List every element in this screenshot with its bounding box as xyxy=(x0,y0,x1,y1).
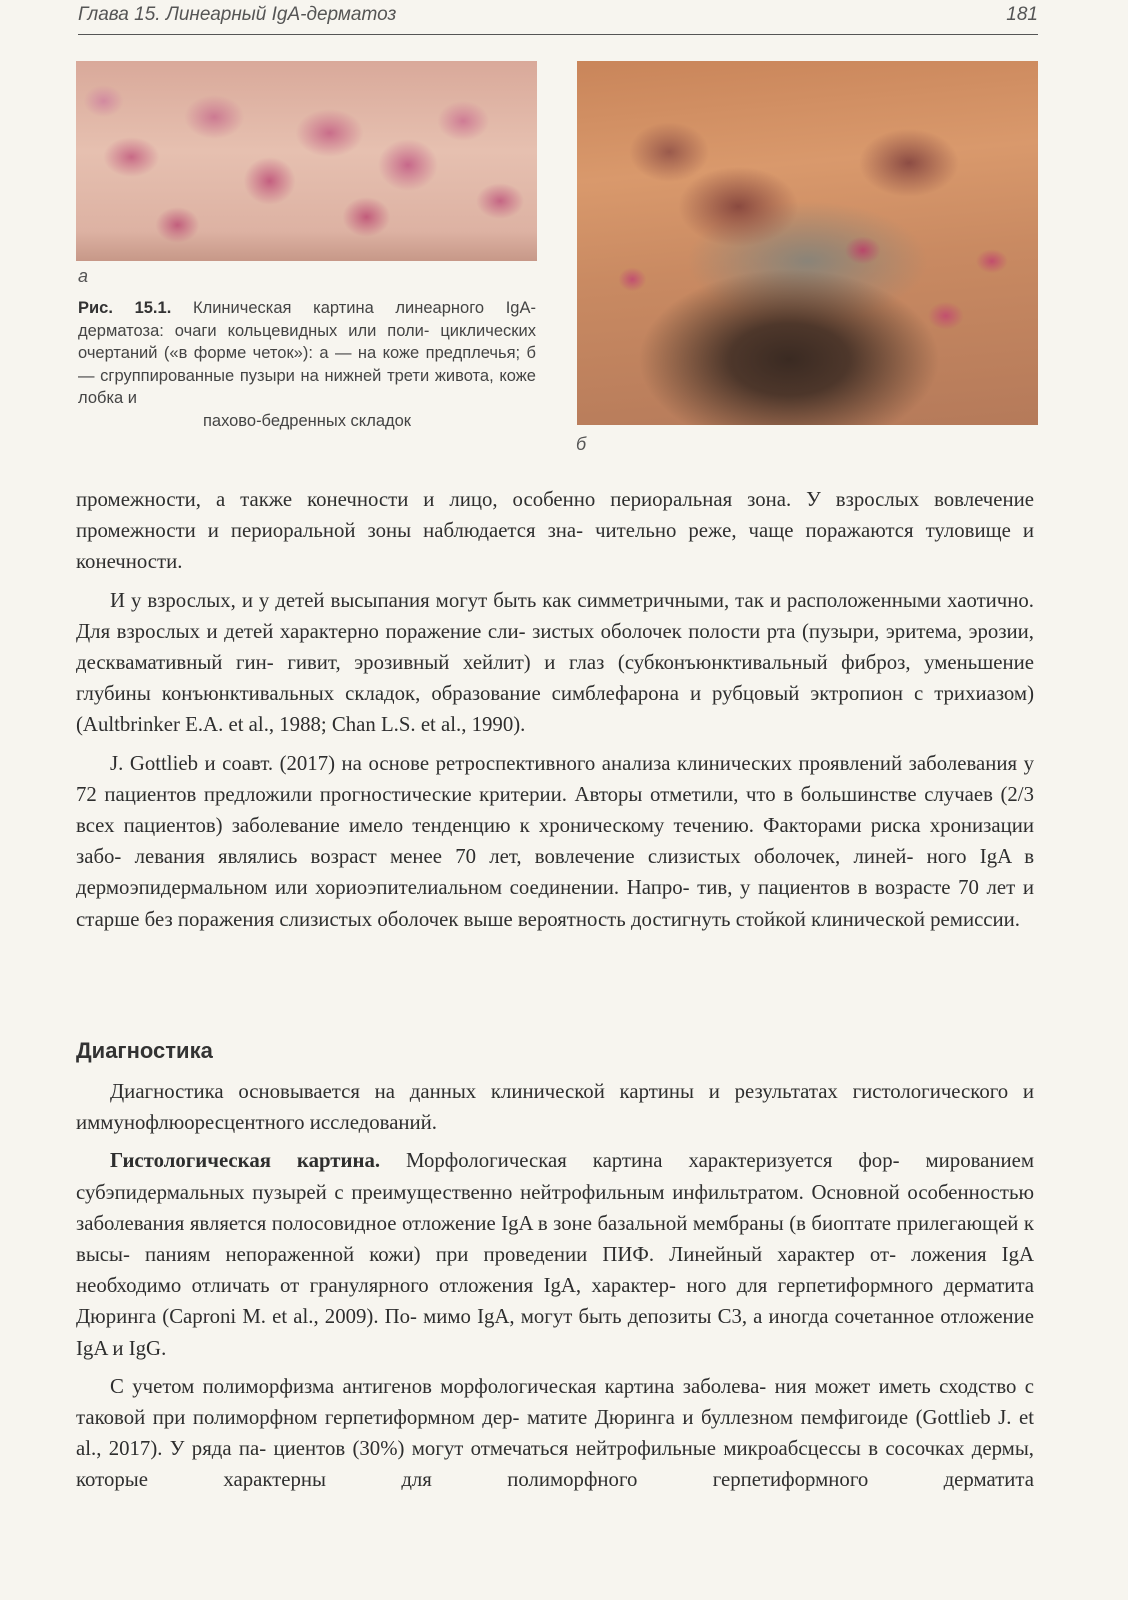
text-line: зистых оболочек полости рта (пузыри, эритема, эрозии, десквамативный гин- xyxy=(76,619,1034,675)
text-line: ложения IgA необходимо отличать от гранулярного отложения IgA, характер- xyxy=(76,1243,1035,1298)
caption-line: IgA-дерматоза: очаги кольцевидных или поли- xyxy=(78,299,536,340)
caption-line: пахово-бедренных складок xyxy=(202,411,412,430)
text-line: Морфологическая картина характеризуется фор- xyxy=(380,1149,900,1173)
paragraph xyxy=(76,585,1034,741)
text-line: ного для герпетиформного дерматита Дюринга (Caproni M. et al., 2009). По- xyxy=(76,1274,1035,1329)
text-line: циентов (30%) могут отмечаться нейтрофильные микроабсцессы в сосочках xyxy=(273,1437,965,1461)
paragraph xyxy=(76,1076,1034,1138)
paragraph xyxy=(76,1371,1034,1496)
page-number: 181 xyxy=(1006,4,1038,25)
text-line: эктропион с трихиазом) (Aultbrinker E.A. et al., 1988; Chan L.S. et al., 1990). xyxy=(76,682,1035,737)
caption-label: Рис. 15.1. xyxy=(78,299,172,317)
text-line: мированием субэпидермальных пузырей с преимущественно нейтрофильным xyxy=(76,1149,1035,1204)
caption-line: Клиническая картина линеарного xyxy=(192,299,485,317)
running-header xyxy=(78,4,1038,35)
figure-caption xyxy=(78,297,536,433)
text-line: мимо IgA, могут быть депозиты С3, а иногда сочетанное отложение IgA и IgG. xyxy=(76,1305,1034,1360)
paragraph-lead: Гистологическая картина. xyxy=(110,1149,381,1173)
text-line: матите Дюринга и буллезном пемфигоиде (Gottlieb J. et al., 2017). У ряда па- xyxy=(76,1406,1034,1461)
text-line: Авторы отметили, что в большинстве случаев (2/3 всех пациентов) заболевание xyxy=(76,782,1034,838)
paragraph xyxy=(76,1145,1034,1363)
paragraph xyxy=(76,748,1034,935)
caption-line: пузыри на нижней трети живота, коже лобка и xyxy=(78,366,536,408)
body-text-top xyxy=(76,484,1034,935)
figure-label-b: б xyxy=(576,434,587,454)
body-text-bottom xyxy=(76,1076,1034,1496)
text-line: J. Gottlieb и соавт. (2017) на основе ретроспективного анализа клинических xyxy=(110,751,792,775)
text-line: ного IgA в дермоэпидермальном или хориоэпителиальном соединении. Напро- xyxy=(76,845,1035,900)
text-line: ния может иметь сходство с таковой при полиморфном герпетиформном дер- xyxy=(76,1374,1035,1430)
text-line: отложение IgA в зоне базальной мембраны (в биоптате прилегающей к высы- xyxy=(76,1211,1035,1267)
text-line: гивит, эрозивный хейлит) и глаз (субконъюнктивальный фиброз, уменьшение xyxy=(287,651,1035,675)
text-line: Диагностика основывается на данных клинической картины и результатах xyxy=(110,1080,838,1103)
text-line: чительно реже, чаще поражаются туловище и конечности. xyxy=(76,519,1034,574)
photo-forearm xyxy=(76,61,537,261)
text-line: У взрослых вовлечение промежности и периоральной зоны наблюдается зна- xyxy=(76,488,1034,543)
text-line: выше вероятность достигнуть стойкой клинической ремиссии. xyxy=(463,907,1020,931)
text-line: расположенными хаотично. Для взрослых и детей характерно поражение сли- xyxy=(76,588,1034,643)
paragraph xyxy=(76,484,1034,578)
text-line: промежности, а также конечности и лицо, особенно периоральная зона. xyxy=(76,488,792,511)
figure-label-a: а xyxy=(78,266,89,286)
text-line: проявлений заболевания у 72 пациентов предложили прогностические критерии. xyxy=(76,751,1034,806)
photo-abdomen xyxy=(577,61,1038,425)
text-line: дермы, которые характерны для полиморфного герпетиформного дерматита xyxy=(76,1437,1035,1492)
section-heading: Диагностика xyxy=(76,1038,213,1063)
text-line: инфильтратом. Основной особенностью заболевания является полосовидное xyxy=(76,1180,1035,1235)
caption-line: на коже предплечья; б — сгруппированные xyxy=(78,344,536,385)
text-line: имело тенденцию к хроническому течению. Факторами риска хронизации забо- xyxy=(76,814,1034,869)
text-line: левания являлись возраст менее 70 лет, вовлечение слизистых оболочек, линей- xyxy=(134,845,914,869)
text-line: паниям непораженной кожи) при проведении ПИФ. Линейный характер от- xyxy=(145,1243,897,1267)
text-line: глубины конъюнктивальных складок, образование симблефарона и рубцовый xyxy=(76,682,800,706)
caption-line: циклических очертаний («в форме четок»): а — xyxy=(78,321,536,363)
text-line: гистологического и иммунофлюоресцентного исследований. xyxy=(76,1080,1035,1135)
text-line: С учетом полиморфизма антигенов морфологическая картина заболева- xyxy=(110,1374,767,1398)
text-line: тив, у пациентов в возрасте 70 лет и старше без поражения слизистых оболочек xyxy=(76,876,1034,931)
text-line: И у взрослых, и у детей высыпания могут быть как симметричными, так и xyxy=(110,588,781,612)
chapter-title: Глава 15. Линеарный IgA-дерматоз xyxy=(78,4,397,25)
